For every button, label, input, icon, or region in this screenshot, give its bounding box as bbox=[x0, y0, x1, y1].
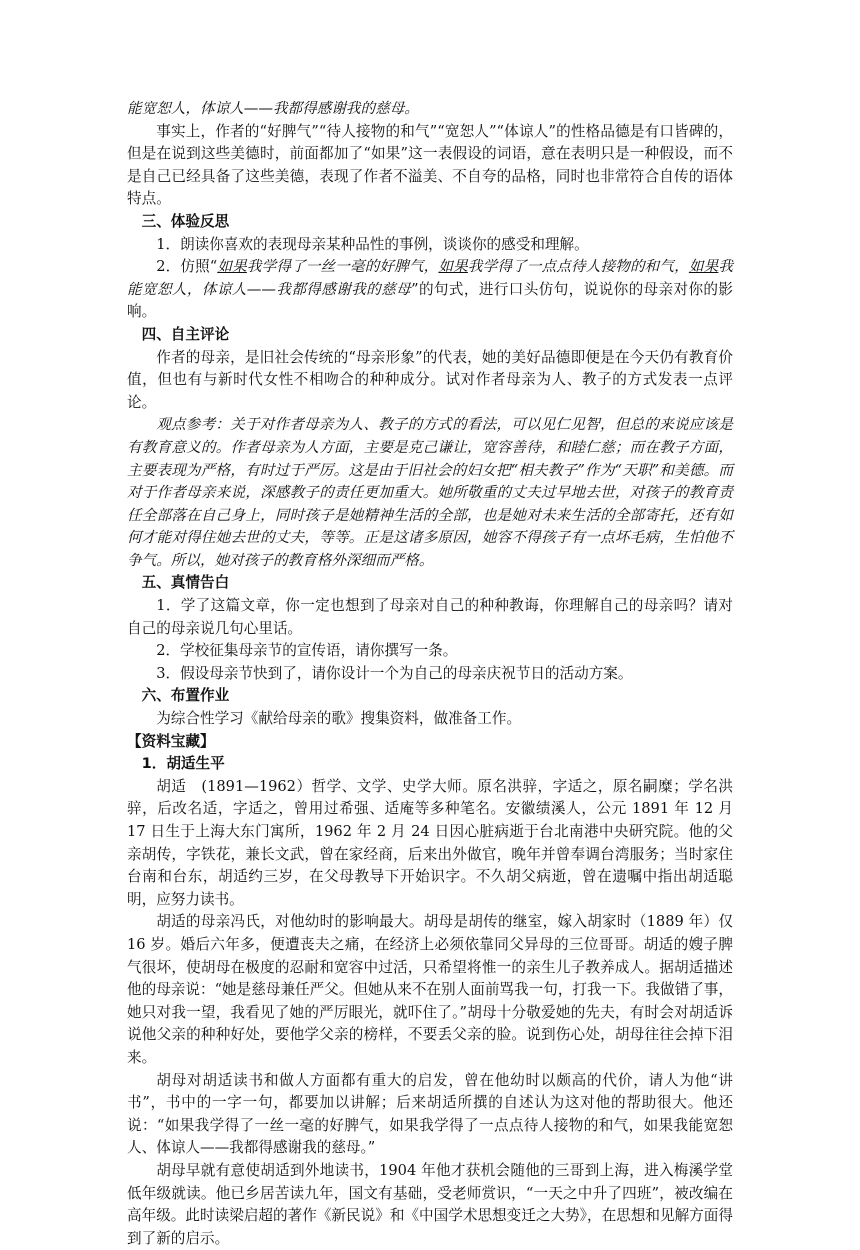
text-run: ”的句式，进行口头仿句，说说你的母亲对你的影响。 bbox=[127, 280, 733, 321]
quoted-text: 我学得了一丝一毫的好脾气， bbox=[246, 258, 439, 276]
paragraph: 胡适的母亲冯氏，对他幼时的影响最大。胡母是胡传的继室，嫁入胡家时（1889 年）仅 16 岁。婚后六年多，便遭丧夫之痛，在经济上必须依靠同父异母的三位哥哥。胡适的嫂子脾气很坏，使胡母在极度的忍耐和宽容中过活，只希望将惟一的亲生儿子教养成人。据胡适描述他的母亲说：“她是慈母兼任严父。但她从来不在别人面前骂我一句，打我一下。我做错了事，她只对我一望，我看见了她的严厉眼光，就吓住了。”胡母十分敬爱她的先夫，有时会对胡适诉说他父亲的种种好处，要他学父亲的榜样，不要丢父亲的脸。说到伤心处，胡母往往会掉下泪来。 bbox=[127, 913, 733, 1066]
document-page bbox=[127, 98, 733, 1250]
underlined-word: 如果 bbox=[688, 258, 719, 276]
section-heading: 【资料宝藏】 bbox=[127, 732, 215, 750]
section-heading: 四、自主评论 bbox=[141, 325, 230, 343]
section-heading: 六、布置作业 bbox=[141, 687, 230, 705]
underlined-word: 如果 bbox=[438, 258, 468, 276]
section-heading: 三、体验反思 bbox=[141, 212, 230, 230]
paragraph: 为综合性学习《献给母亲的歌》搜集资料，做准备工作。 bbox=[156, 710, 522, 728]
paragraph: 1．朗读你喜欢的表现母亲某种品性的事例，谈谈你的感受和理解。 bbox=[156, 235, 589, 253]
quoted-text: 我学得了一点点待人接物的和气， bbox=[467, 258, 689, 276]
quoted-text: 我能宽恕人，体谅人——我都得感谢我的慈母 bbox=[127, 258, 733, 298]
paragraph: 作者的母亲，是旧社会传统的“母亲形象”的代表，她的美好品德即便是在今天仍有教育价值，但也有与新时代女性不相吻合的种种成分。试对作者母亲为人、教子的方式发表一点评论。 bbox=[127, 348, 733, 411]
paragraph: 事实上，作者的“好脾气”“待人接物的和气”“宽恕人”“体谅人”的性格品德是有口皆碑的，但是在说到这些美德时，前面都加了“如果”这一表假设的词语，意在表明只是一种假设，而不是自己已经具备了这些美德，表现了作者不溢美、不自夸的品格，同时也非常符合自传的语体特点。 bbox=[127, 122, 733, 208]
paragraph: 2．学校征集母亲节的宣传语，请你撰写一条。 bbox=[156, 642, 458, 660]
paragraph: 3．假设母亲节快到了，请你设计一个为自己的母亲庆祝节日的活动方案。 bbox=[156, 664, 633, 682]
paragraph bbox=[127, 256, 733, 324]
underlined-word: 如果 bbox=[217, 258, 247, 276]
paragraph: 胡母早就有意使胡适到外地读书，1904 年他才获机会随他的三哥到上海，进入梅溪学堂低年级就读。他已乡居苦读九年，国文有基础，受老师赏识，“一天之中升了四班”，被改编在高年级。此时读梁启超的著作《新民说》和《中国学术思想变迁之大势》，在思想和见解方面得到了新的启示。 bbox=[127, 1161, 733, 1247]
section-heading: 五、真情告白 bbox=[141, 574, 230, 592]
paragraph: 观点参考：关于对作者母亲为人、教子的方式的看法，可以见仁见智，但总的来说应该是有教育意义的。作者母亲为人方面，主要是克己谦让，宽容善待，和睦仁慈；而在教子方面，主要表现为严格，有时过于严厉。这是由于旧社会的妇女把“相夫教子”作为“天职”和美德。而对于作者母亲来说，深感教子的责任更加重大。她所敬重的丈夫过早地去世，对孩子的教育责任全部落在自己身上，同时孩子是她精神生活的全部，也是她对未来生活的全部寄托，还有如何才能对得住她去世的丈夫，等等。正是这诸多原因，她容不得孩子有一点坏毛病，生怕他不争气。所以，她对孩子的教育格外深细而严格。 bbox=[127, 416, 733, 569]
section-heading: 1．胡适生平 bbox=[141, 755, 225, 773]
text-run: 2．仿照“ bbox=[156, 258, 218, 276]
paragraph: 1．学了这篇文章，你一定也想到了母亲对自己的种种教诲，你理解自己的母亲吗？请对自己的母亲说几句心里话。 bbox=[127, 597, 733, 637]
paragraph: 能宽恕人，体谅人——我都得感谢我的慈母。 bbox=[127, 100, 419, 117]
paragraph: 胡母对胡适读书和做人方面都有重大的启发，曾在他幼时以颇高的代价，请人为他“讲书”，书中的一字一句，都要加以讲解；后来胡适所撰的自述认为这对他的帮助很大。他还说：“如果我学得了一丝一毫的好脾气，如果我学得了一点点待人接物的和气，如果我能宽恕人、体谅人——我都得感谢我的慈母。” bbox=[127, 1071, 733, 1157]
paragraph: 胡适 (1891—1962）哲学、文学、史学大师。原名洪骍，字适之，原名嗣糜；学名洪骍，后改名适，字适之，曾用过希强、适庵等多种笔名。安徽绩溪人，公元 1891 年 12 月 17 日生于上海大东门寓所，1962 年 2 月 24 日因心脏病逝于台北南港中央研究院。他的父亲胡传，字铁花，兼长文武，曾在家经商，后来出外做官，晚年并曾奉调台湾服务；当时家住台南和台东，胡适约三岁，在父母教导下开始识字。不久胡父病逝，曾在遗嘱中指出胡适聪明，应努力读书。 bbox=[127, 777, 733, 908]
